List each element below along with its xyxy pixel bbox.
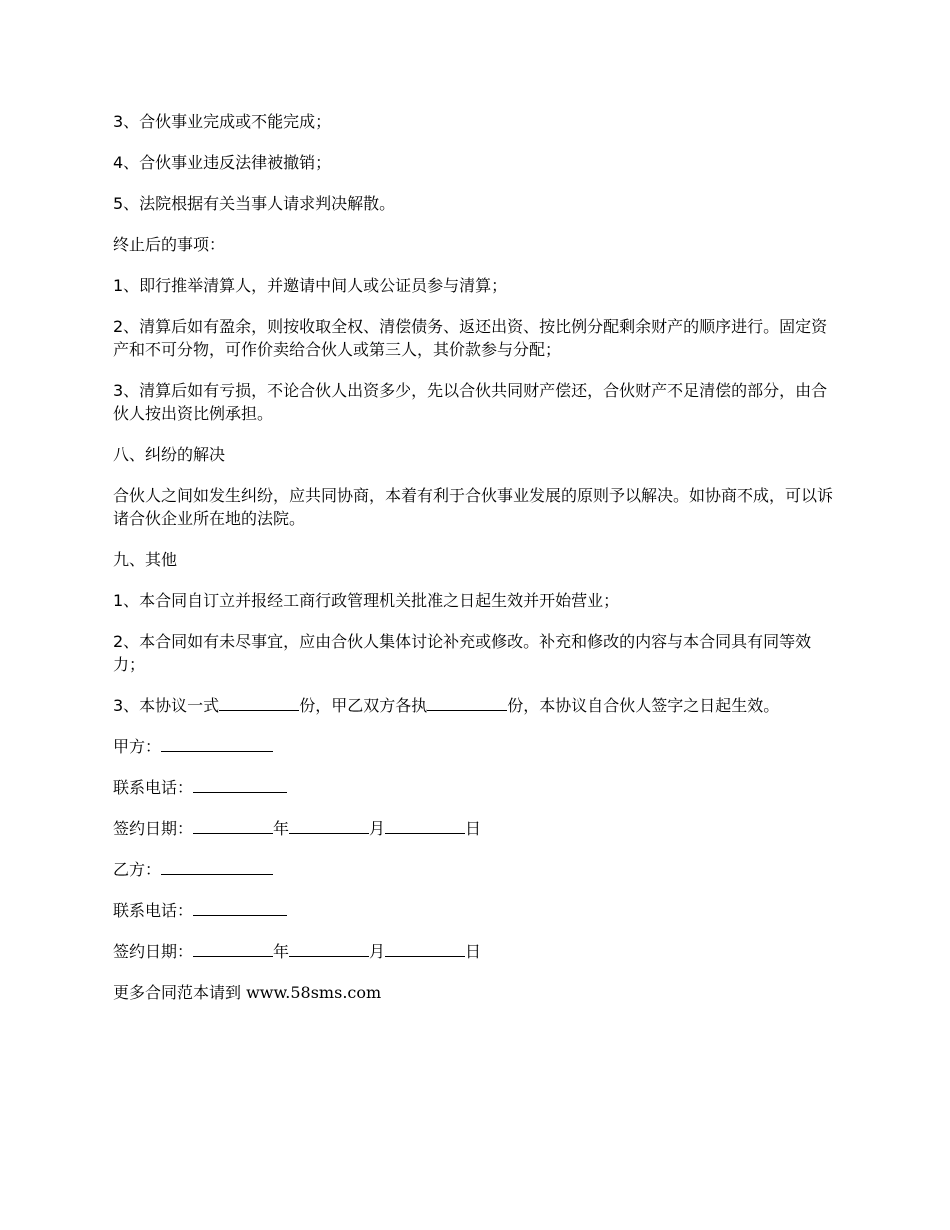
footer-link-text: 更多合同范本请到 www.58sms.com (113, 983, 382, 1002)
copies-middle: 份，甲乙双方各执 (299, 696, 428, 715)
party-a-year-label: 年 (273, 819, 290, 838)
party-b-date-line (113, 940, 838, 963)
after-termination-heading: 终止后的事项： (113, 235, 226, 254)
section-9-heading: 九、其他 (113, 550, 178, 569)
clause-5: 5、法院根据有关当事人请求判决解散。 (113, 194, 396, 213)
party-a-phone-line (113, 776, 838, 799)
party-b-blank[interactable] (161, 858, 273, 875)
termination-item-1: 1、即行推举清算人，并邀请中间人或公证员参与清算； (113, 276, 508, 295)
party-b-month-blank[interactable] (289, 940, 369, 957)
clause-4: 4、合伙事业违反法律被撤销； (113, 153, 332, 172)
section-8-heading: 八、纠纷的解决 (113, 445, 226, 464)
termination-item-2: 2、清算后如有盈余，则按收取全权、清偿债务、返还出资、按比例分配剩余财产的顺序进行。固定资产和不可分物，可作价卖给合伙人或第三人，其价款参与分配； (113, 317, 828, 359)
party-b-date-label: 签约日期： (113, 942, 194, 961)
party-a-month-label: 月 (369, 819, 386, 838)
clause-3: 3、合伙事业完成或不能完成； (113, 112, 332, 131)
party-b-line (113, 858, 838, 881)
copies-each-blank[interactable] (427, 694, 507, 711)
party-a-phone-label: 联系电话： (113, 778, 194, 797)
dispute-resolution-text: 合伙人之间如发生纠纷，应共同协商，本着有利于合伙事业发展的原则予以解决。如协商不成，可以诉诸合伙企业所在地的法院。 (113, 486, 834, 528)
termination-item-3: 3、清算后如有亏损，不论合伙人出资多少，先以合伙共同财产偿还，合伙财产不足清偿的部分，由合伙人按出资比例承担。 (113, 381, 828, 423)
party-b-year-label: 年 (273, 942, 290, 961)
party-b-year-blank[interactable] (193, 940, 273, 957)
party-a-day-blank[interactable] (385, 817, 465, 834)
party-b-day-blank[interactable] (385, 940, 465, 957)
copies-count-blank[interactable] (219, 694, 299, 711)
other-item-2: 2、本合同如有未尽事宜，应由合伙人集体讨论补充或修改。补充和修改的内容与本合同具有同等效力； (113, 632, 812, 674)
party-b-label: 乙方： (113, 860, 162, 879)
party-a-label: 甲方： (113, 737, 162, 756)
party-b-month-label: 月 (369, 942, 386, 961)
party-a-date-line (113, 817, 838, 840)
party-b-phone-line (113, 899, 838, 922)
document-page (113, 110, 838, 1022)
party-a-month-blank[interactable] (289, 817, 369, 834)
party-a-date-label: 签约日期： (113, 819, 194, 838)
party-a-day-label: 日 (465, 819, 482, 838)
copies-prefix: 3、本协议一式 (113, 696, 220, 715)
party-b-phone-blank[interactable] (193, 899, 287, 916)
party-b-day-label: 日 (465, 942, 482, 961)
party-a-year-blank[interactable] (193, 817, 273, 834)
party-a-blank[interactable] (161, 735, 273, 752)
other-item-1: 1、本合同自订立并报经工商行政管理机关批准之日起生效并开始营业； (113, 591, 620, 610)
copies-clause (113, 694, 838, 717)
party-a-line (113, 735, 838, 758)
party-a-phone-blank[interactable] (193, 776, 287, 793)
party-b-phone-label: 联系电话： (113, 901, 194, 920)
copies-suffix: 份，本协议自合伙人签字之日起生效。 (507, 696, 780, 715)
